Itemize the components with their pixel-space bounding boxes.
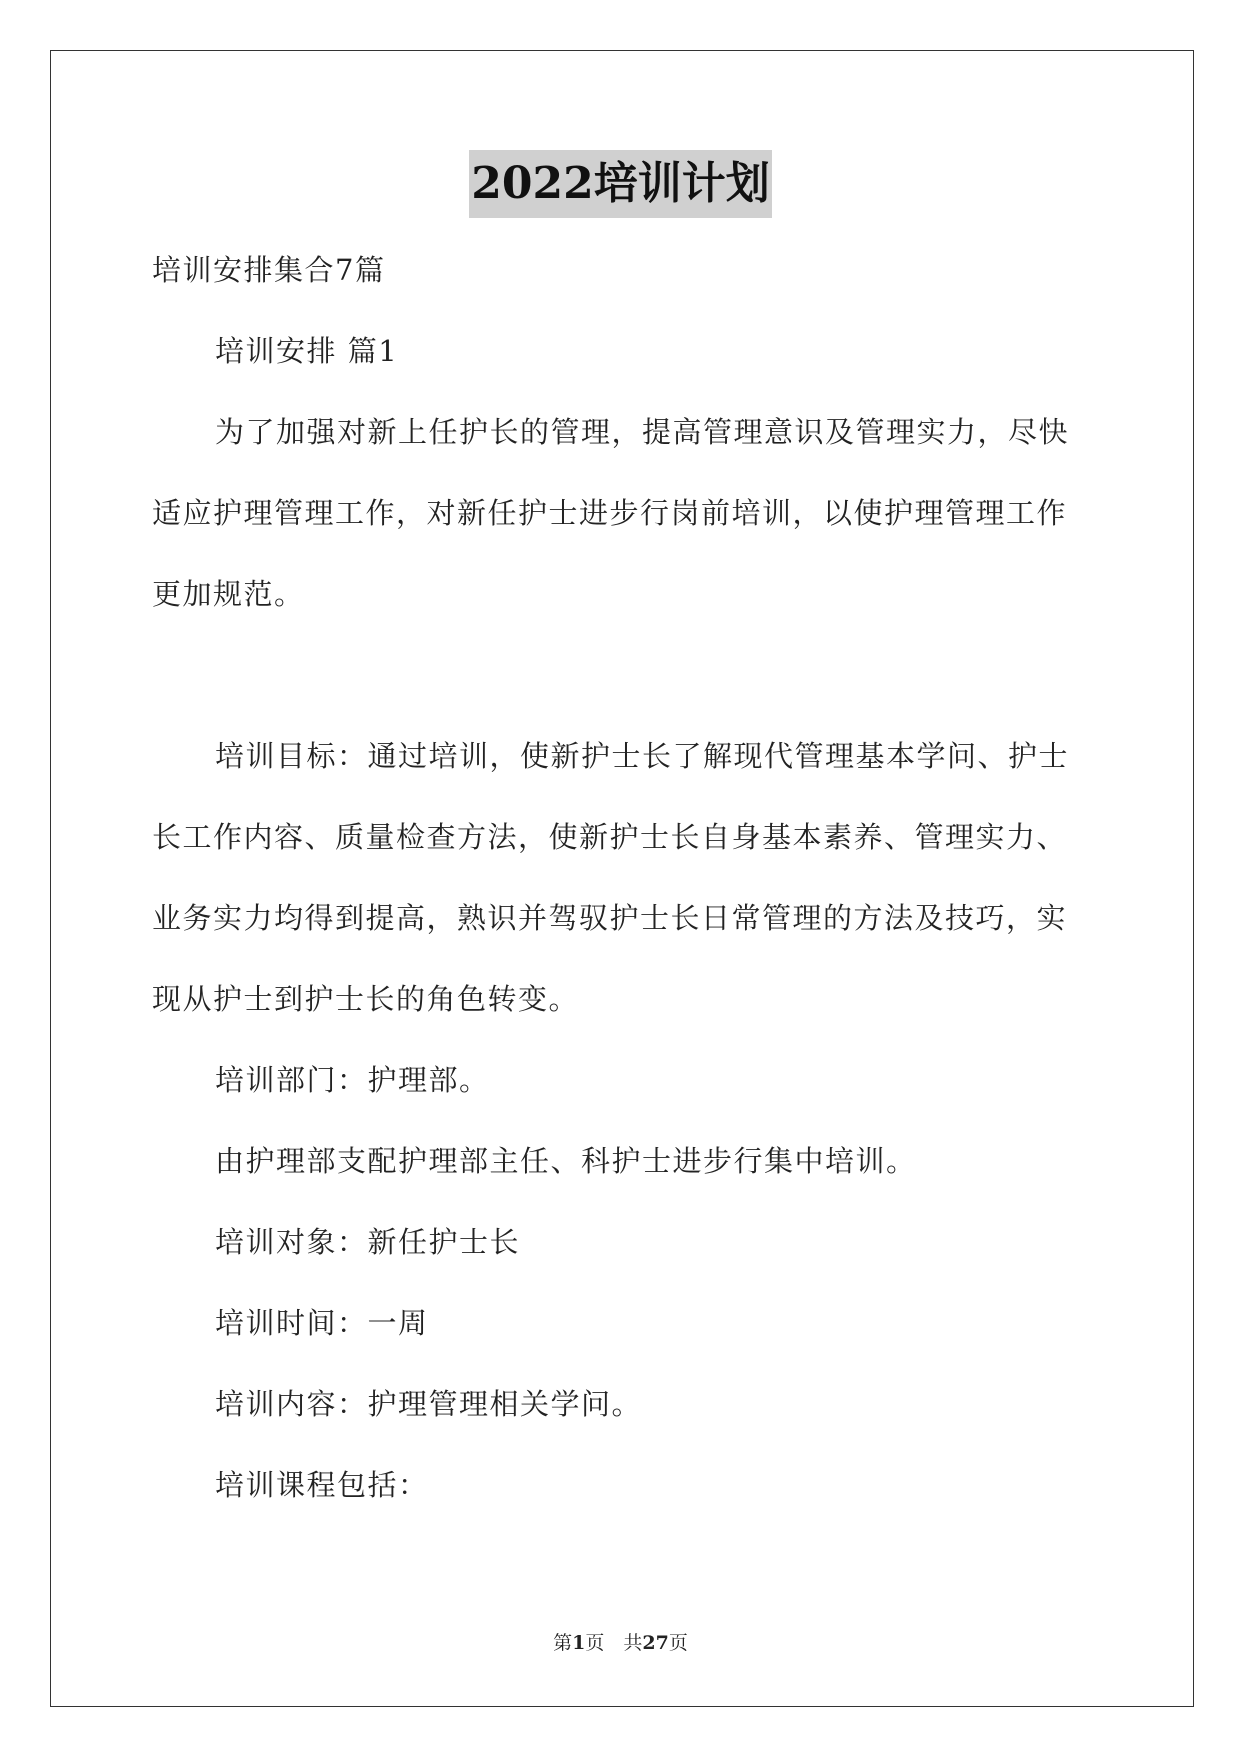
paragraph-time: 培训时间：一周 <box>215 1306 429 1340</box>
paragraph-target: 培训对象：新任护士长 <box>215 1225 521 1259</box>
paragraph-intro: 为了加强对新上任护长的管理，提高管理意识及管理实力，尽快适应护理管理工作，对新任护士进步行岗前培训，以使护理管理工作更加规范。 <box>152 415 1070 611</box>
paragraph-content: 培训内容：护理管理相关学问。 <box>215 1387 643 1421</box>
paragraph-dept: 培训部门：护理部。 <box>215 1063 490 1097</box>
footer-suffix: 页 <box>668 1632 688 1654</box>
current-page-number: 1 <box>572 1632 586 1654</box>
footer-prefix: 第 <box>553 1632 573 1654</box>
document-body <box>152 230 1092 1526</box>
footer-mid: 页 共 <box>585 1632 643 1654</box>
title-wrap <box>0 150 1241 218</box>
section-heading: 培训安排 篇1 <box>215 334 399 368</box>
paragraph-goal: 培训目标：通过培训，使新护士长了解现代管理基本学问、护士长工作内容、质量检查方法，使新护士长自身基本素养、管理实力、业务实力均得到提高，熟识并驾驭护士长日常管理的方法及技巧，实现从护士到护士长的角色转变。 <box>152 739 1070 1016</box>
blank-line <box>152 635 1092 716</box>
document-title: 2022培训计划 <box>469 150 771 218</box>
paragraph-organizer: 由护理部支配护理部主任、科护士进步行集中培训。 <box>215 1144 917 1178</box>
subtitle: 培训安排集合7篇 <box>152 253 386 287</box>
total-page-number: 27 <box>642 1632 669 1654</box>
paragraph-courses: 培训课程包括： <box>215 1468 429 1502</box>
page-footer <box>0 1628 1241 1658</box>
